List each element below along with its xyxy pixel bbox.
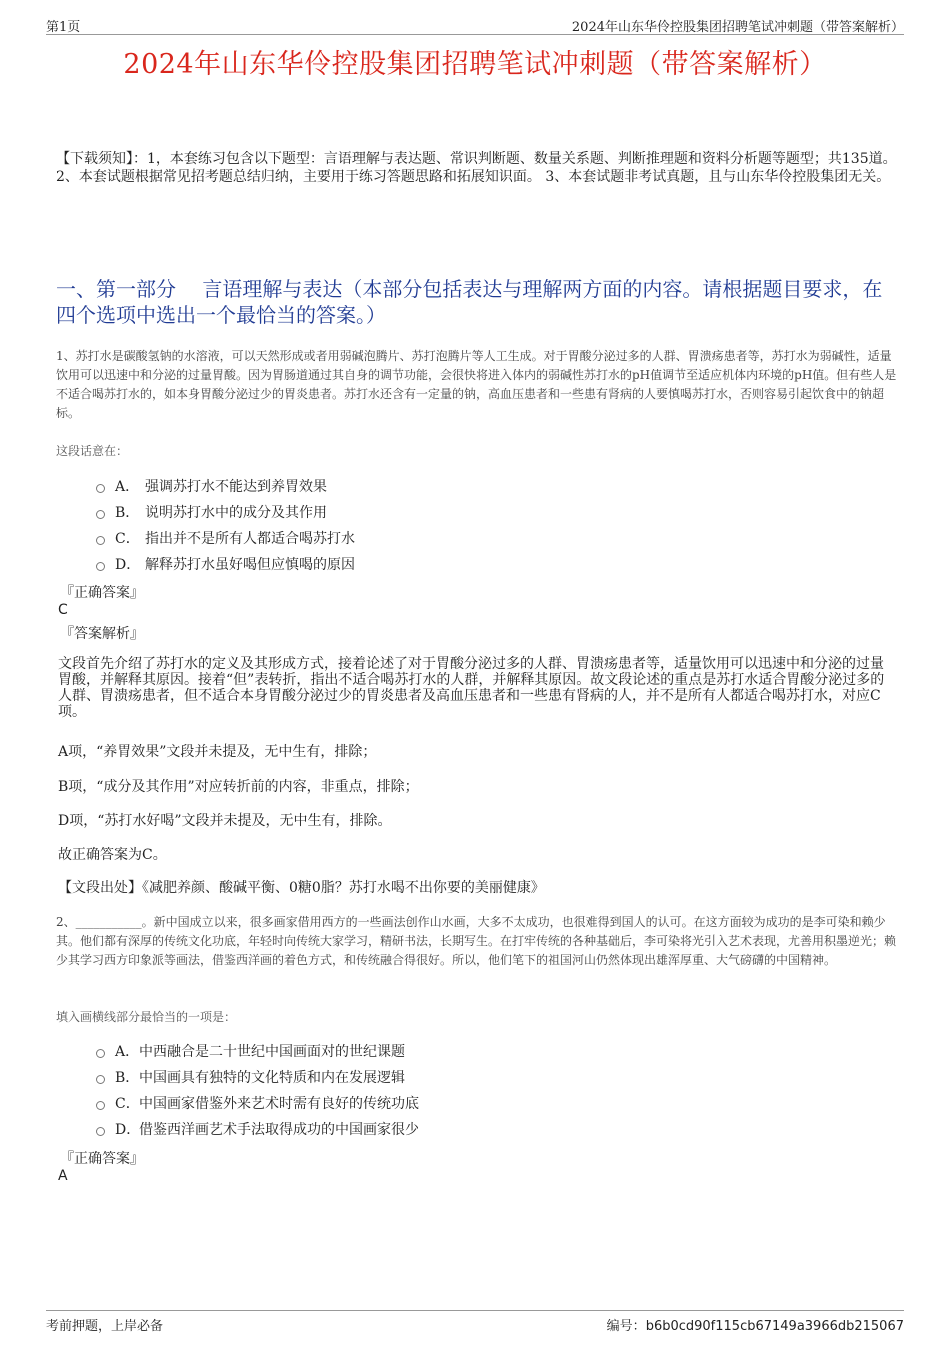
question-1-options <box>96 473 856 577</box>
q1-analysis: 文段首先介绍了苏打水的定义及其形成方式，接着论述了对于胃酸分泌过多的人群、胃溃疡患者等，适量饮用可以迅速中和分泌的过量胃酸，并解释其原因。接着“但”表转折，指出不适合喝苏打水的人群，并解释其原因。故文段论述的重点是苏打水适合胃酸分泌过多的人群、胃溃疡患者，但不适合本身胃酸分泌过少的胃炎患者及高血压患者和一些患有肾病的人，并不是所有人都适合喝苏打水，对应C项。 <box>58 656 885 720</box>
header-doc-title: 2024年山东华伶控股集团招聘笔试冲刺题（带答案解析） <box>571 20 904 35</box>
radio-icon[interactable] <box>96 1101 105 1110</box>
q2-option-d[interactable] <box>96 1116 856 1142</box>
page-footer <box>46 1310 904 1335</box>
page-number: 第1页 <box>46 20 81 35</box>
footer-code <box>607 1315 904 1334</box>
option-text: 中西融合是二十世纪中国画面对的世纪课题 <box>139 1044 405 1060</box>
question-1-text: 1、苏打水是碳酸氢钠的水溶液，可以天然形成或者用弱碱泡腾片、苏打泡腾片等人工生成。对于胃酸分泌过多的人群、胃溃疡患者等，苏打水为弱碱性，适量饮用可以迅速中和分泌的过量胃酸。因为胃肠道通过其自身的调节功能，会很快将进入体内的弱碱性苏打水的pH值调节至适应机体内环境的pH值。但有些人是不适合喝苏打水的，如本身胃酸分泌过少的胃炎患者。苏打水还含有一定量的钠，高血压患者和一些患有肾病的人要慎喝苏打水，否则容易引起饮食中的钠超标。 <box>56 349 897 420</box>
footer-slogan: 考前押题，上岸必备 <box>46 1319 164 1334</box>
option-letter: C． <box>115 531 140 547</box>
option-text: 解释苏打水虽好喝但应慎喝的原因 <box>145 557 355 573</box>
q1-conclusion: 故正确答案为C。 <box>58 847 167 863</box>
option-letter: A． <box>115 1044 140 1060</box>
radio-icon[interactable] <box>96 510 105 519</box>
q1-explain-b: B项，“成分及其作用”对应转折前的内容，非重点，排除； <box>58 779 419 795</box>
q2-option-a[interactable] <box>96 1038 856 1064</box>
q2-answer: A <box>58 1168 68 1184</box>
q2-answer-label: 『正确答案』 <box>60 1151 144 1167</box>
page-header <box>46 14 904 35</box>
option-letter: D． <box>115 1122 141 1138</box>
download-notice: 【下载须知】：1，本套练习包含以下题型：言语理解与表达题、常识判断题、数量关系题、判断推理题和资料分析题等题型；共135道。 2、本套试题根据常见招考题总结归纳，主要用于练习答题思路和拓展知识面。 3、本套试题非考试真题，且与山东华伶控股集团无关。 <box>56 151 897 185</box>
q1-option-b[interactable] <box>96 499 856 525</box>
radio-icon[interactable] <box>96 1127 105 1136</box>
option-letter: C． <box>115 1096 140 1112</box>
radio-icon[interactable] <box>96 1049 105 1058</box>
question-2-prompt: 填入画横线部分最恰当的一项是： <box>56 1010 237 1024</box>
radio-icon[interactable] <box>96 1075 105 1084</box>
q1-source: 【文段出处】《减肥养颜、酸碱平衡、0糖0脂？苏打水喝不出你要的美丽健康》 <box>58 880 545 896</box>
radio-icon[interactable] <box>96 562 105 571</box>
q1-explain-d: D项，“苏打水好喝”文段并未提及，无中生有，排除。 <box>58 813 392 829</box>
question-2-options <box>96 1038 856 1142</box>
q1-answer-label: 『正确答案』 <box>60 585 144 601</box>
q1-option-d[interactable] <box>96 551 856 577</box>
document-title: 2024年山东华伶控股集团招聘笔试冲刺题（带答案解析） <box>123 49 827 80</box>
option-letter: D． <box>115 557 141 573</box>
question-1-prompt: 这段话意在： <box>56 444 129 458</box>
q1-option-c[interactable] <box>96 525 856 551</box>
section-title: 一、第一部分 言语理解与表达（本部分包括表达与理解两方面的内容。请根据题目要求，在四个选项中选出一个最恰当的答案。） <box>56 277 883 327</box>
option-text: 指出并不是所有人都适合喝苏打水 <box>145 531 355 547</box>
footer-code-label: 编号： <box>606 1319 646 1334</box>
radio-icon[interactable] <box>96 484 105 493</box>
q1-analysis-label: 『答案解析』 <box>60 626 144 642</box>
option-text: 借鉴西洋画艺术手法取得成功的中国画家很少 <box>139 1122 419 1138</box>
option-letter: B． <box>115 505 140 521</box>
option-text: 中国画具有独特的文化特质和内在发展逻辑 <box>139 1070 405 1086</box>
radio-icon[interactable] <box>96 536 105 545</box>
option-letter: A． <box>115 479 140 495</box>
option-text: 说明苏打水中的成分及其作用 <box>145 505 327 521</box>
q2-option-b[interactable] <box>96 1064 856 1090</box>
q1-explain-a: A项，“养胃效果”文段并未提及，无中生有，排除； <box>58 744 377 760</box>
q1-answer: C <box>58 602 68 618</box>
q2-option-c[interactable] <box>96 1090 856 1116</box>
question-2-text: 2、___________。新中国成立以来，很多画家借用西方的一些画法创作山水画，大多不太成功，也很难得到国人的认可。在这方面较为成功的是李可染和赖少其。他们都有深厚的传统文化功底，年轻时向传统大家学习，精研书法，长期写生。在打牢传统的各种基础后，李可染将光引入艺术表现，尤善用积墨逆光；赖少其学习西方印象派等画法，借鉴西洋画的着色方式，和传统融合得很好。所以，他们笔下的祖国河山仍然体现出雄浑厚重、大气磅礴的中国精神。 <box>56 915 897 967</box>
option-text: 中国画家借鉴外来艺术时需有良好的传统功底 <box>139 1096 419 1112</box>
option-text: 强调苏打水不能达到养胃效果 <box>145 479 327 495</box>
option-letter: B． <box>115 1070 140 1086</box>
footer-code-value: b6b0cd90f115cb67149a3966db215067 <box>645 1319 904 1334</box>
q1-option-a[interactable] <box>96 473 856 499</box>
